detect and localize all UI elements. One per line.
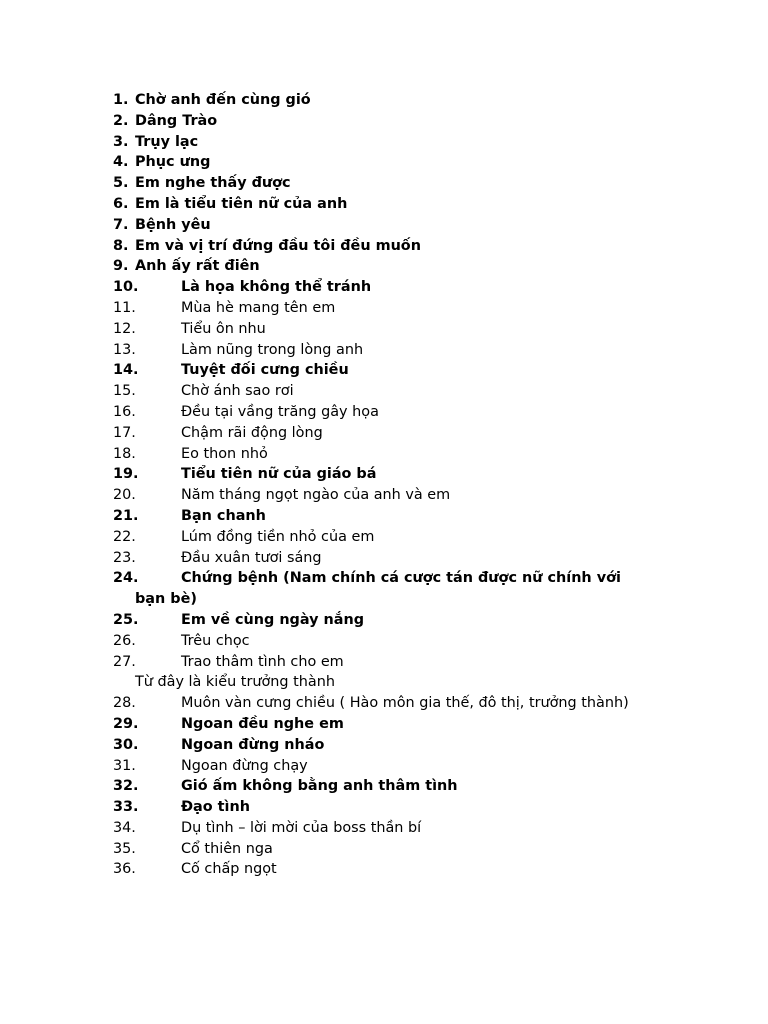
list-number: 14. bbox=[113, 362, 139, 379]
list-text: Lúm đồng tiền nhỏ của em bbox=[181, 528, 375, 545]
list-number: 24. bbox=[113, 570, 139, 587]
list-number: 30. bbox=[113, 736, 139, 753]
list-text: Năm tháng ngọt ngào của anh và em bbox=[181, 487, 451, 504]
list-item bbox=[113, 756, 673, 777]
list-text: Em và vị trí đứng đầu tôi đều muốn bbox=[135, 237, 421, 254]
list-text: Đạo tình bbox=[181, 799, 250, 816]
list-number: 8. bbox=[113, 237, 129, 254]
list-item bbox=[113, 277, 673, 298]
list-item bbox=[113, 298, 673, 319]
list-number: 28. bbox=[113, 695, 136, 712]
list-item bbox=[113, 444, 673, 465]
list-text: Dâng Trào bbox=[135, 112, 218, 129]
list-item bbox=[113, 818, 673, 839]
list-item bbox=[113, 859, 673, 880]
list-item bbox=[113, 714, 673, 735]
list-text: Chờ anh đến cùng gió bbox=[135, 92, 311, 108]
list-number: 23. bbox=[113, 549, 136, 566]
list-text-continuation: bạn bè) bbox=[135, 591, 197, 608]
list-number: 17. bbox=[113, 424, 136, 441]
list-item bbox=[113, 527, 673, 548]
list-item bbox=[113, 464, 673, 485]
list-item bbox=[113, 111, 673, 132]
list-number: 4. bbox=[113, 154, 129, 171]
list-item bbox=[113, 173, 673, 194]
list-number: 19. bbox=[113, 466, 139, 483]
list-text: Đầu xuân tươi sáng bbox=[181, 549, 322, 566]
list-item bbox=[113, 423, 673, 444]
list-number: 36. bbox=[113, 861, 136, 878]
list-number: 3. bbox=[113, 133, 129, 150]
list-text: Em nghe thấy được bbox=[135, 175, 291, 192]
list-number: 34. bbox=[113, 819, 136, 836]
list-number: 18. bbox=[113, 445, 136, 462]
list-group-a bbox=[113, 277, 673, 568]
list-number: 6. bbox=[113, 195, 129, 212]
list-item bbox=[113, 776, 673, 797]
list-item-24 bbox=[113, 568, 673, 610]
list-text: Muôn vàn cưng chiều ( Hào môn gia thế, đô thị, trưởng thành) bbox=[181, 695, 629, 712]
list-text: Bệnh yêu bbox=[135, 216, 211, 233]
list-item bbox=[113, 132, 673, 153]
list-item bbox=[113, 381, 673, 402]
list-number: 7. bbox=[113, 216, 129, 233]
list-item bbox=[113, 631, 673, 652]
list-text: Bạn chanh bbox=[181, 507, 266, 524]
list-item bbox=[113, 485, 673, 506]
section-note: Từ đây là kiểu trưởng thành bbox=[135, 674, 335, 691]
list-item bbox=[113, 506, 673, 527]
list-number: 35. bbox=[113, 840, 136, 857]
list-text: Ngoan đừng chạy bbox=[181, 757, 308, 774]
list-item bbox=[113, 236, 673, 257]
list-text: Là họa không thể tránh bbox=[181, 279, 372, 296]
list-item bbox=[113, 735, 673, 756]
list-text: Anh ấy rất điên bbox=[135, 258, 260, 275]
list-text: Làm nũng trong lòng anh bbox=[181, 341, 364, 358]
list-group-short bbox=[113, 90, 673, 277]
list-text: Cổ thiên nga bbox=[181, 840, 273, 857]
list-text: Chờ ánh sao rơi bbox=[181, 383, 294, 400]
list-item bbox=[113, 548, 673, 569]
list-item bbox=[113, 693, 673, 714]
list-number: 21. bbox=[113, 507, 139, 524]
list-number: 9. bbox=[113, 258, 129, 275]
list-number: 27. bbox=[113, 653, 136, 670]
list-text: Em là tiểu tiên nữ của anh bbox=[135, 195, 348, 212]
list-text: Ngoan đều nghe em bbox=[181, 715, 344, 732]
list-item bbox=[113, 194, 673, 215]
list-item bbox=[113, 402, 673, 423]
list-item bbox=[113, 652, 673, 673]
list-number: 31. bbox=[113, 757, 136, 774]
list-item bbox=[113, 340, 673, 361]
list-item bbox=[113, 610, 673, 631]
list-text: Gió ấm không bằng anh thâm tình bbox=[181, 778, 458, 795]
list-number: 33. bbox=[113, 799, 139, 816]
list-item bbox=[113, 360, 673, 381]
list-text: Trụy lạc bbox=[135, 133, 199, 150]
list-text: Tiểu tiên nữ của giáo bá bbox=[181, 466, 377, 483]
list-text: Tiểu ôn nhu bbox=[181, 320, 266, 337]
list-number: 12. bbox=[113, 320, 136, 337]
list-number: 13. bbox=[113, 341, 136, 358]
list-item bbox=[113, 797, 673, 818]
list-number: 1. bbox=[113, 92, 129, 108]
list-number: 16. bbox=[113, 403, 136, 420]
list-text: Trêu chọc bbox=[181, 632, 250, 649]
list-number: 32. bbox=[113, 778, 139, 795]
list-number: 11. bbox=[113, 299, 136, 316]
list-text: Eo thon nhỏ bbox=[181, 445, 268, 462]
list-number: 29. bbox=[113, 715, 139, 732]
list-item bbox=[113, 215, 673, 236]
list-item bbox=[113, 90, 673, 111]
list-number: 5. bbox=[113, 175, 129, 192]
list-text: Chậm rãi động lòng bbox=[181, 424, 323, 441]
list-text: Ngoan đừng nháo bbox=[181, 736, 325, 753]
list-number: 26. bbox=[113, 632, 136, 649]
list-number: 22. bbox=[113, 528, 136, 545]
list-number: 2. bbox=[113, 112, 129, 129]
list-number: 25. bbox=[113, 611, 139, 628]
list-text: Em về cùng ngày nắng bbox=[181, 611, 365, 628]
list-text: Dụ tình – lời mời của boss thần bí bbox=[181, 819, 422, 836]
list-text: Phục ưng bbox=[135, 154, 211, 171]
list-number: 20. bbox=[113, 487, 136, 504]
list-number: 15. bbox=[113, 383, 136, 400]
list-group-c bbox=[113, 693, 673, 880]
list-text: Cố chấp ngọt bbox=[181, 861, 277, 878]
list-text: Mùa hè mang tên em bbox=[181, 299, 336, 316]
list-text: Chứng bệnh (Nam chính cá cược tán được nữ chính với bbox=[181, 570, 621, 587]
list-number: 10. bbox=[113, 279, 139, 296]
list-text: Đều tại vầng trăng gây họa bbox=[181, 403, 379, 420]
list-item bbox=[113, 839, 673, 860]
list-item bbox=[113, 319, 673, 340]
numbered-list bbox=[113, 90, 673, 880]
list-text: Trao thâm tình cho em bbox=[181, 653, 344, 670]
list-text: Tuyệt đối cưng chiều bbox=[181, 362, 349, 379]
list-item bbox=[113, 256, 673, 277]
list-group-b bbox=[113, 610, 673, 672]
list-item bbox=[113, 152, 673, 173]
